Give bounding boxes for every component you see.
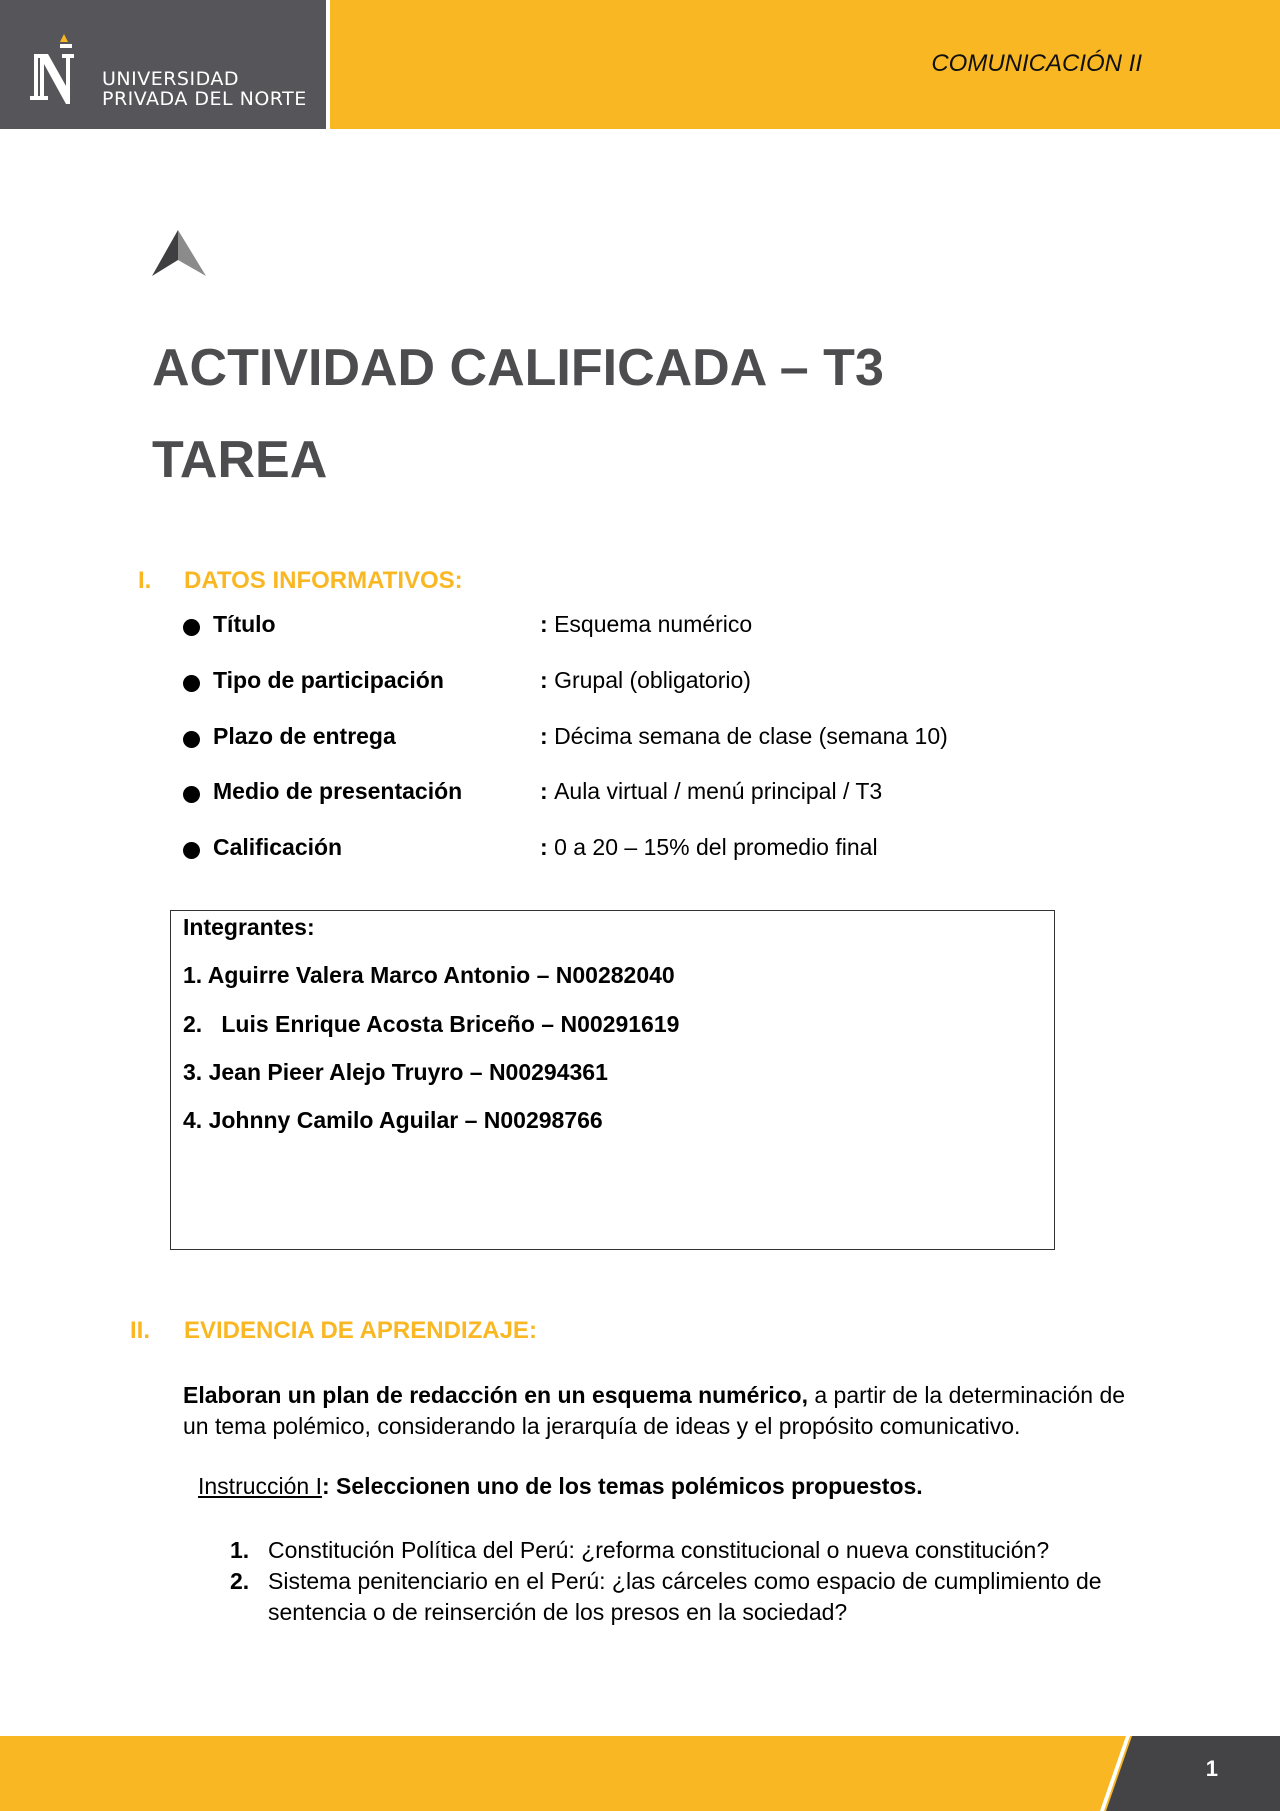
topic-text: Sistema penitenciario en el Perú: ¿las cárceles como espacio de cumplimiento de sentencia o de reinserción de los presos en la sociedad? <box>268 1568 1102 1625</box>
university-logo-icon <box>30 34 82 106</box>
section-1-title: DATOS INFORMATIVOS: <box>184 567 463 594</box>
section-1-number: I. <box>138 567 152 594</box>
info-value-text: Aula virtual / menú principal / T3 <box>554 778 883 804</box>
evidence-text: a partir de la determinación de un tema polémico, considerando la jerarquía de ideas y el propósito comunicativo. <box>183 1382 1126 1439</box>
info-value-text: Esquema numérico <box>554 611 753 637</box>
bullet-icon <box>183 786 200 803</box>
instruction-label: Instrucción I <box>198 1473 322 1499</box>
logo-block <box>0 0 326 129</box>
info-row-calificacion <box>183 834 1083 864</box>
info-value: : 0 a 20 – 15% del promedio final <box>540 834 878 860</box>
title-line-1: ACTIVIDAD CALIFICADA – T3 <box>152 339 884 397</box>
topic-number: 2. <box>230 1568 250 1594</box>
info-value: : Aula virtual / menú principal / T3 <box>540 778 883 804</box>
info-label: Tipo de participación <box>213 667 444 693</box>
info-label: Medio de presentación <box>213 778 463 804</box>
instruction-text: : Seleccionen uno de los temas polémicos propuestos. <box>322 1473 923 1499</box>
title-line-2: TAREA <box>152 431 328 489</box>
bullet-icon <box>183 675 200 692</box>
members-heading: Integrantes: <box>183 914 315 940</box>
info-row-medio <box>183 778 1083 808</box>
info-value: : Grupal (obligatorio) <box>540 667 751 693</box>
info-row-titulo <box>183 611 1083 641</box>
page-number: 1 <box>1205 1756 1218 1781</box>
section-2-number: II. <box>130 1317 151 1344</box>
logo-text <box>102 69 307 109</box>
evidence-bold: Elaboran un plan de redacción en un esquema numérico, <box>183 1382 808 1408</box>
info-label: Calificación <box>213 834 343 860</box>
bullet-icon <box>183 842 200 859</box>
topic-text: Constitución Política del Perú: ¿reforma constitucional o nueva constitución? <box>268 1537 1050 1563</box>
footer-band <box>0 1736 1280 1811</box>
member-item: 4. Johnny Camilo Aguilar – N00298766 <box>183 1107 603 1133</box>
member-item: 2. Luis Enrique Acosta Briceño – N00291619 <box>183 1011 680 1037</box>
info-value-text: 0 a 20 – 15% del promedio final <box>554 834 878 860</box>
member-item: 1. Aguirre Valera Marco Antonio – N00282040 <box>183 962 675 988</box>
topic-number: 1. <box>230 1537 250 1563</box>
info-value: : Décima semana de clase (semana 10) <box>540 723 948 749</box>
members-box <box>170 910 1055 1250</box>
bullet-icon <box>183 619 200 636</box>
member-item: 3. Jean Pieer Alejo Truyro – N00294361 <box>183 1059 608 1085</box>
arrow-icon <box>150 230 208 278</box>
section-2-title: EVIDENCIA DE APRENDIZAJE: <box>184 1317 537 1344</box>
info-label: Título <box>213 611 276 637</box>
page-title <box>152 322 884 506</box>
instruction <box>198 1473 923 1500</box>
info-value-text: Grupal (obligatorio) <box>554 667 751 693</box>
evidence-paragraph <box>183 1380 1143 1442</box>
footer-dark-block <box>1100 1736 1280 1811</box>
logo-line-1: UNIVERSIDAD <box>102 68 240 90</box>
info-value-text: Décima semana de clase (semana 10) <box>554 723 948 749</box>
course-name: COMUNICACIÓN II <box>931 50 1142 77</box>
logo-line-2: PRIVADA DEL NORTE <box>102 88 307 110</box>
info-row-tipo <box>183 667 1083 697</box>
info-value: : Esquema numérico <box>540 611 753 637</box>
info-label: Plazo de entrega <box>213 723 396 749</box>
info-row-plazo <box>183 723 1083 753</box>
bullet-icon <box>183 731 200 748</box>
